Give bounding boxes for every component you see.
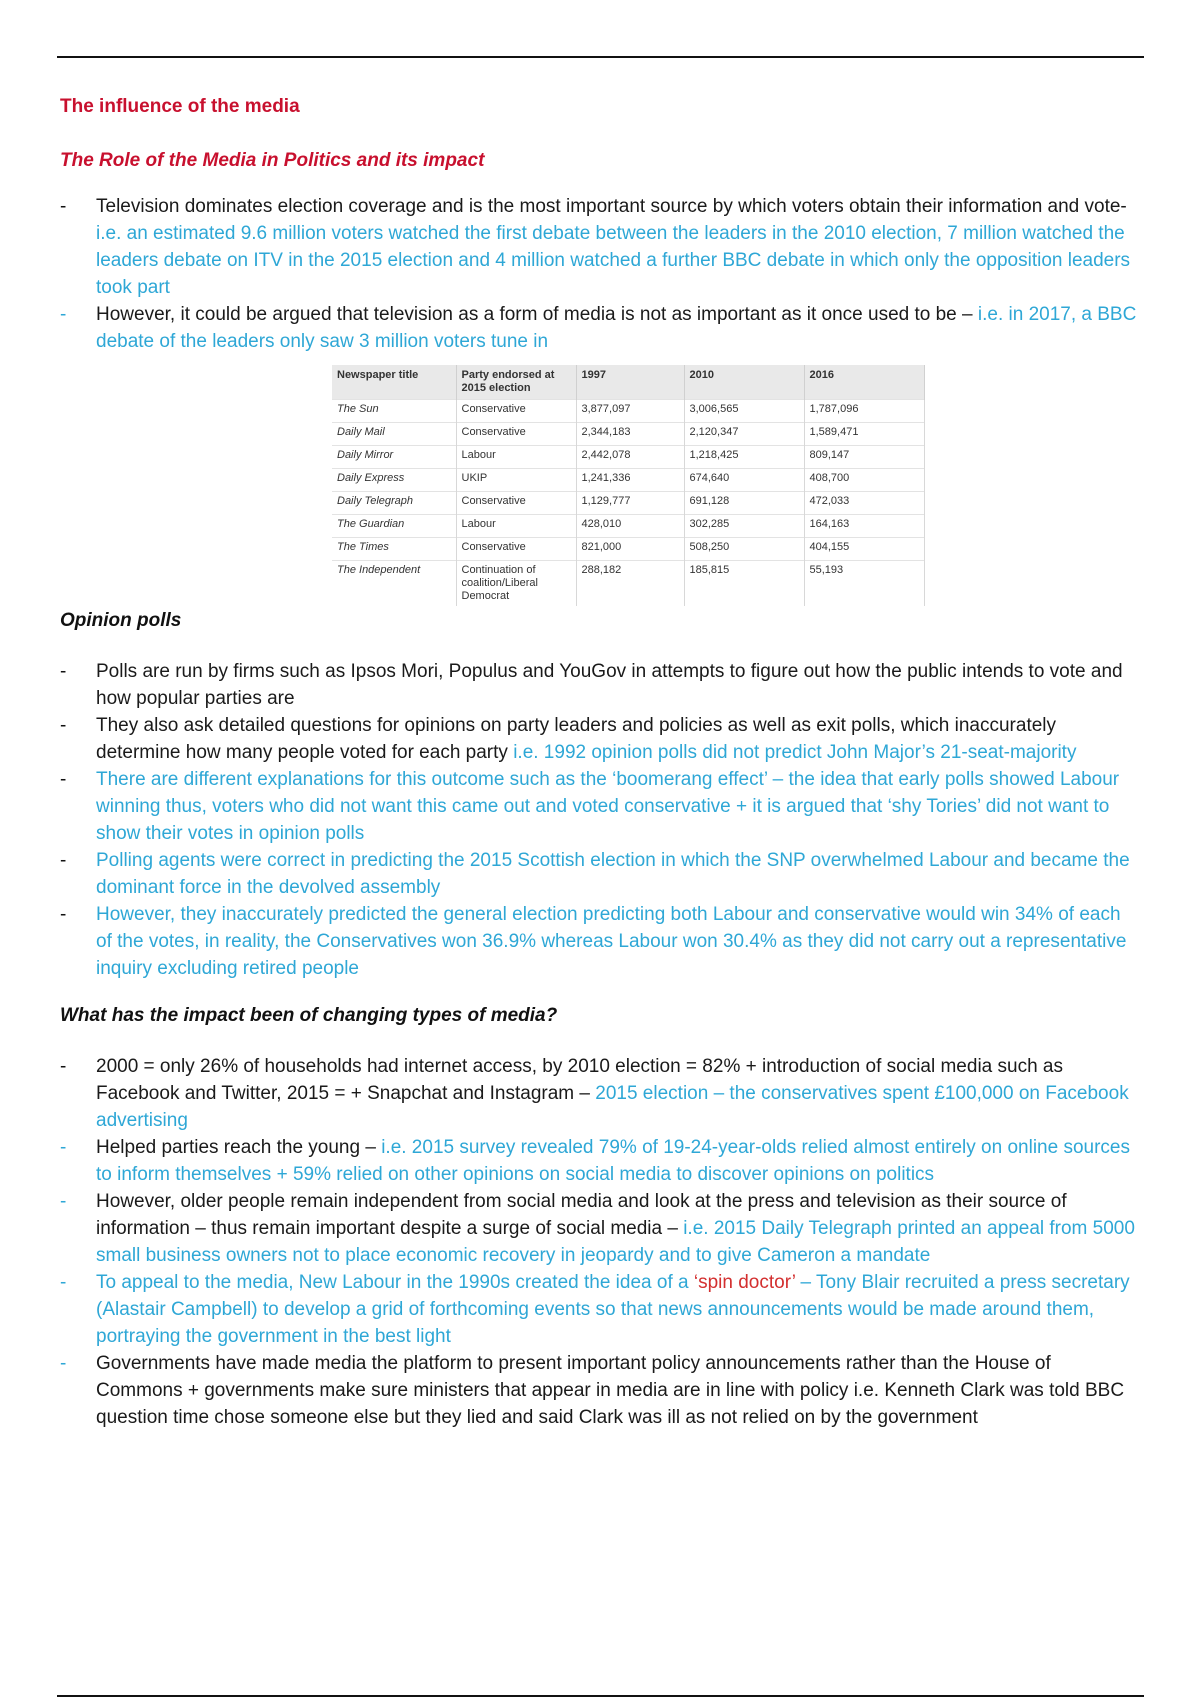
list-item bbox=[60, 766, 1140, 847]
list-item bbox=[60, 1269, 1140, 1350]
table-cell: 674,640 bbox=[684, 469, 804, 492]
page-subtitle: The Role of the Media in Politics and its impact bbox=[60, 150, 485, 171]
bullet-text: Polls are run by firms such as Ipsos Mori, Populus and YouGov in attempts to figure out how the public intends to vote and how popular parties are bbox=[96, 661, 1123, 709]
table-cell: 472,033 bbox=[804, 492, 924, 515]
bullet-example: i.e. 1992 opinion polls did not predict John Major’s 21-seat-majority bbox=[513, 742, 1077, 763]
list-item bbox=[60, 1188, 1140, 1269]
table-row bbox=[332, 538, 924, 561]
list-item bbox=[60, 1053, 1140, 1134]
table-cell: 185,815 bbox=[684, 561, 804, 607]
newspaper-table-wrap bbox=[332, 365, 1140, 606]
table-cell: UKIP bbox=[456, 469, 576, 492]
bullet-dash: - bbox=[60, 1056, 67, 1077]
table-cell: 3,877,097 bbox=[576, 400, 684, 423]
table-cell: 1,787,096 bbox=[804, 400, 924, 423]
list-item bbox=[60, 193, 1140, 301]
top-rule bbox=[57, 56, 1144, 58]
bullet-text: Helped parties reach the young – bbox=[96, 1137, 382, 1158]
changing-media-heading: What has the impact been of changing types of media? bbox=[60, 1005, 558, 1026]
bullet-text: 2000 = only 26% of households had internet access, by 2010 election = 82% + introduction of social media such as Facebook and Twitter, 2015 = + Snapchat and Instagram – bbox=[96, 1056, 1063, 1104]
col-header: 2016 bbox=[804, 365, 924, 400]
table-cell: 691,128 bbox=[684, 492, 804, 515]
bullet-dash: - bbox=[60, 769, 67, 790]
table-cell: The Independent bbox=[332, 561, 456, 607]
table-cell: The Guardian bbox=[332, 515, 456, 538]
bullet-example: i.e. 2015 Daily Telegraph printed an appeal from 5000 small business owners not to place economic recovery in jeopardy and to give Cameron a mandate bbox=[96, 1218, 1135, 1266]
table-cell: Daily Mail bbox=[332, 423, 456, 446]
list-item bbox=[60, 901, 1140, 982]
table-cell: Daily Telegraph bbox=[332, 492, 456, 515]
spin-doctor-term: ‘spin doctor’ bbox=[693, 1272, 796, 1293]
bullet-example: There are different explanations for this outcome such as the ‘boomerang effect’ – the idea that early polls showed Labour winning thus, voters who did not want this came out and voted conservative + it is argued that ‘shy Tories’ did not want to show their votes in opinion polls bbox=[96, 769, 1120, 844]
bullet-example: i.e. 2015 survey revealed 79% of 19-24-year-olds relied almost entirely on online sources to inform themselves + 59% relied on other opinions on social media to discover opinions on politics bbox=[96, 1137, 1130, 1185]
bottom-rule bbox=[57, 1695, 1144, 1697]
bullet-dash: - bbox=[60, 196, 67, 217]
table-cell: Conservative bbox=[456, 538, 576, 561]
table-cell: 1,589,471 bbox=[804, 423, 924, 446]
table-cell: Daily Express bbox=[332, 469, 456, 492]
table-row bbox=[332, 515, 924, 538]
table-cell: 404,155 bbox=[804, 538, 924, 561]
opinion-polls-bullets bbox=[60, 658, 1140, 982]
table-cell: 1,241,336 bbox=[576, 469, 684, 492]
bullet-example: However, they inaccurately predicted the general election predicting both Labour and conservative would win 34% of each of the votes, in reality, the Conservatives won 36.9% whereas Labour won 30.4% as they did not carry out a representative inquiry excluding retired people bbox=[96, 904, 1127, 979]
table-row bbox=[332, 446, 924, 469]
bullet-dash: - bbox=[60, 1137, 67, 1158]
bullet-dash: - bbox=[60, 1353, 67, 1374]
table-cell: 2,344,183 bbox=[576, 423, 684, 446]
table-row bbox=[332, 561, 924, 607]
bullet-example: i.e. in 2017, a BBC debate of the leaders only saw 3 million voters tune in bbox=[96, 304, 1137, 352]
table-cell: 821,000 bbox=[576, 538, 684, 561]
opinion-polls-heading: Opinion polls bbox=[60, 610, 182, 631]
page-title: The influence of the media bbox=[60, 96, 300, 117]
col-header: Party endorsed at 2015 election bbox=[456, 365, 576, 400]
table-cell: Conservative bbox=[456, 400, 576, 423]
table-cell: Daily Mirror bbox=[332, 446, 456, 469]
newspaper-circulation-table bbox=[332, 365, 925, 606]
document-body bbox=[60, 96, 1140, 1431]
table-cell: 1,218,425 bbox=[684, 446, 804, 469]
table-cell: 2,120,347 bbox=[684, 423, 804, 446]
bullet-dash: - bbox=[60, 1191, 67, 1212]
table-cell: 809,147 bbox=[804, 446, 924, 469]
bullet-text: Television dominates election coverage and is the most important source by which voters obtain their information and vote- bbox=[96, 196, 1127, 217]
list-item bbox=[60, 658, 1140, 712]
table-cell: 428,010 bbox=[576, 515, 684, 538]
bullet-example: To appeal to the media, New Labour in the 1990s created the idea of a bbox=[96, 1272, 694, 1293]
table-cell: 2,442,078 bbox=[576, 446, 684, 469]
table-cell: 408,700 bbox=[804, 469, 924, 492]
col-header: 2010 bbox=[684, 365, 804, 400]
table-cell: Labour bbox=[456, 446, 576, 469]
table-cell: Conservative bbox=[456, 423, 576, 446]
table-cell: 1,129,777 bbox=[576, 492, 684, 515]
table-header-row bbox=[332, 365, 924, 400]
table-row bbox=[332, 469, 924, 492]
bullet-example: Polling agents were correct in predicting the 2015 Scottish election in which the SNP overwhelmed Labour and became the dominant force in the devolved assembly bbox=[96, 850, 1130, 898]
table-cell: The Sun bbox=[332, 400, 456, 423]
table-row bbox=[332, 492, 924, 515]
table-cell: 288,182 bbox=[576, 561, 684, 607]
list-item bbox=[60, 847, 1140, 901]
table-cell: Labour bbox=[456, 515, 576, 538]
tv-bullets bbox=[60, 193, 1140, 355]
bullet-text: However, older people remain independent from social media and look at the press and television as their source of information – thus remain important despite a surge of social media – bbox=[96, 1191, 1067, 1239]
table-cell: Conservative bbox=[456, 492, 576, 515]
table-cell: 55,193 bbox=[804, 561, 924, 607]
bullet-example: 2015 election – the conservatives spent £100,000 on Facebook advertising bbox=[96, 1083, 1129, 1131]
table-row bbox=[332, 400, 924, 423]
col-header: 1997 bbox=[576, 365, 684, 400]
bullet-dash: - bbox=[60, 661, 67, 682]
bullet-dash: - bbox=[60, 1272, 67, 1293]
bullet-dash: - bbox=[60, 850, 67, 871]
bullet-example: i.e. an estimated 9.6 million voters watched the first debate between the leaders in the 2010 election, 7 million watched the leaders debate on ITV in the 2015 election and 4 million watched a further BBC debate in which only the opposition leaders took part bbox=[96, 223, 1131, 298]
bullet-dash: - bbox=[60, 304, 67, 325]
table-row bbox=[332, 423, 924, 446]
bullet-dash: - bbox=[60, 904, 67, 925]
bullet-text: Governments have made media the platform to present important policy announcements rather than the House of Commons + governments make sure ministers that appear in media are in line with policy i.e. Kenneth Clark was told BBC question time chose someone else but they lied and said Clark was ill as not relied on by the government bbox=[96, 1353, 1125, 1428]
list-item bbox=[60, 301, 1140, 355]
bullet-example: – Tony Blair recruited a press secretary (Alastair Campbell) to develop a grid of forthcoming events so that news announcements would be made around them, portraying the government in the best light bbox=[96, 1272, 1130, 1347]
list-item bbox=[60, 1134, 1140, 1188]
table-cell: 3,006,565 bbox=[684, 400, 804, 423]
list-item bbox=[60, 712, 1140, 766]
bullet-text: However, it could be argued that television as a form of media is not as important as it once used to be – bbox=[96, 304, 978, 325]
col-header: Newspaper title bbox=[332, 365, 456, 400]
table-cell: Continuation of coalition/Liberal Democrat bbox=[456, 561, 576, 607]
table-cell: 508,250 bbox=[684, 538, 804, 561]
table-cell: The Times bbox=[332, 538, 456, 561]
table-cell: 164,163 bbox=[804, 515, 924, 538]
bullet-dash: - bbox=[60, 715, 67, 736]
table-cell: 302,285 bbox=[684, 515, 804, 538]
bullet-text: They also ask detailed questions for opinions on party leaders and policies as well as exit polls, which inaccurately determine how many people voted for each party bbox=[96, 715, 1057, 763]
changing-media-bullets bbox=[60, 1053, 1140, 1431]
list-item bbox=[60, 1350, 1140, 1431]
